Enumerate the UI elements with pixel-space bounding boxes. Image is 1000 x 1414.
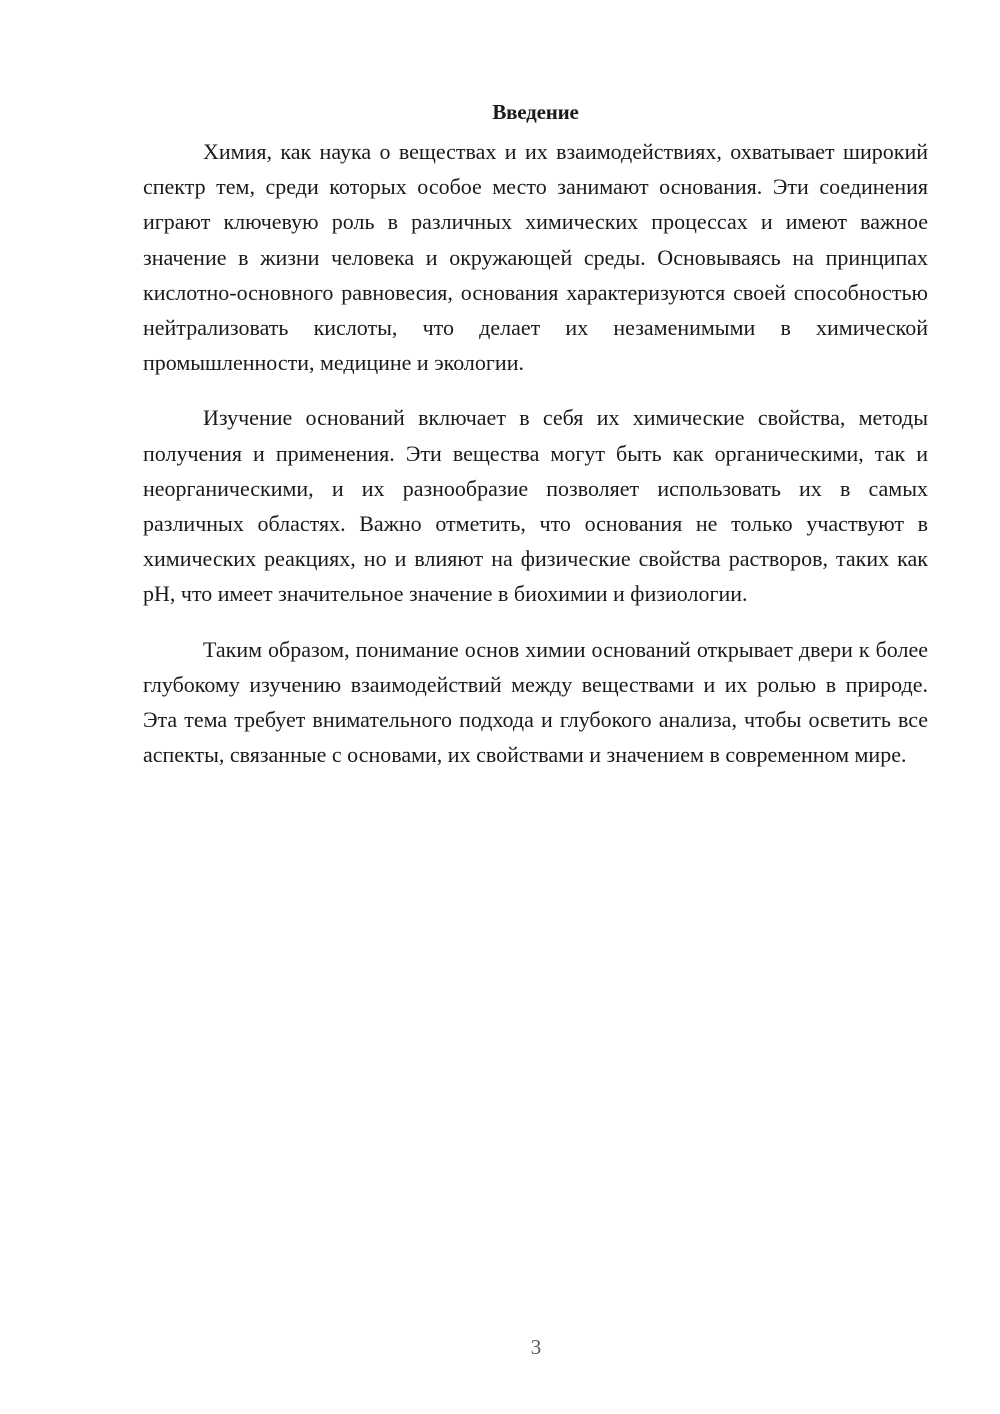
paragraph-1: Химия, как наука о веществах и их взаимодействиях, охватывает широкий спектр тем, среди которых особое место занимают основания. Эти соединения играют ключевую роль в различных химических процессах и имеют важное значение в жизни человека и окружающей среды. Основываясь на принципах кислотно-основного равновесия, основания характеризуются своей способностью нейтрализовать кислоты, что делает их незаменимыми в химической промышленности, медицине и экологии. — [143, 139, 928, 376]
paragraph-2: Изучение оснований включает в себя их химические свойства, методы получения и применения. Эти вещества могут быть как органическими, так и неорганическими, и их разнообразие позволяет использовать их в самых различных областях. Важно отметить, что основания не только участвуют в химических реакциях, но и влияют на физические свойства растворов, таких как pH, что имеет значительное значение в биохимии и физиологии. — [143, 405, 928, 607]
paragraph-3: Таким образом, понимание основ химии оснований открывает двери к более глубокому изучению взаимодействий между веществами и их ролью в природе. Эта тема требует внимательного подхода и глубокого анализа, чтобы осветить все аспекты, связанные с основами, их свойствами и значением в современном мире. — [143, 636, 928, 768]
page-number: 3 — [530, 1335, 542, 1359]
page-content — [143, 98, 928, 792]
section-title: Введение — [492, 100, 579, 124]
